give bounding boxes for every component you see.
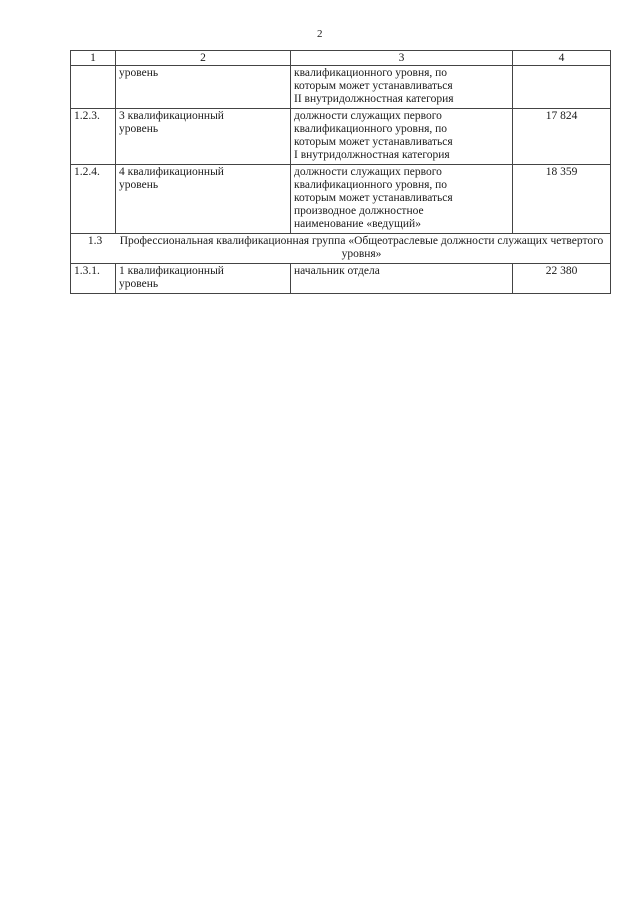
positions-description: квалификационного уровня, по которым может устанавливаться II внутридолжностная категория xyxy=(291,66,513,109)
salary-value: 17 824 xyxy=(513,109,611,165)
qualification-level: 1 квалификационный уровень xyxy=(116,264,291,294)
qualification-level: 3 квалификационный уровень xyxy=(116,109,291,165)
table-row xyxy=(71,66,611,109)
positions-description: должности служащих первого квалификационного уровня, по которым может устанавливаться производное должностное наименование «ведущий» xyxy=(291,165,513,234)
qualification-level: 4 квалификационный уровень xyxy=(116,165,291,234)
column-header-2: 2 xyxy=(116,51,291,66)
table-row xyxy=(71,264,611,294)
group-row xyxy=(71,234,611,264)
page-number: 2 xyxy=(317,28,323,40)
positions-description: начальник отдела xyxy=(291,264,513,294)
salary-value: 22 380 xyxy=(513,264,611,294)
salary-table xyxy=(70,50,611,294)
column-header-3: 3 xyxy=(291,51,513,66)
group-name: Профессиональная квалификационная группа «Общеотраслевые должности служащих четвертого уровня» xyxy=(119,235,604,260)
row-number xyxy=(71,66,116,109)
group-cell xyxy=(71,234,611,264)
column-header-4: 4 xyxy=(513,51,611,66)
salary-value xyxy=(513,66,611,109)
row-number: 1.2.4. xyxy=(71,165,116,234)
table-row xyxy=(71,109,611,165)
table-row xyxy=(71,165,611,234)
group-code: 1.3 xyxy=(87,235,103,247)
salary-value: 18 359 xyxy=(513,165,611,234)
column-header-1: 1 xyxy=(71,51,116,66)
qualification-level: уровень xyxy=(116,66,291,109)
table-header-row xyxy=(71,51,611,66)
positions-description: должности служащих первого квалификационного уровня, по которым может устанавливаться I внутридолжностная категория xyxy=(291,109,513,165)
row-number: 1.2.3. xyxy=(71,109,116,165)
row-number: 1.3.1. xyxy=(71,264,116,294)
